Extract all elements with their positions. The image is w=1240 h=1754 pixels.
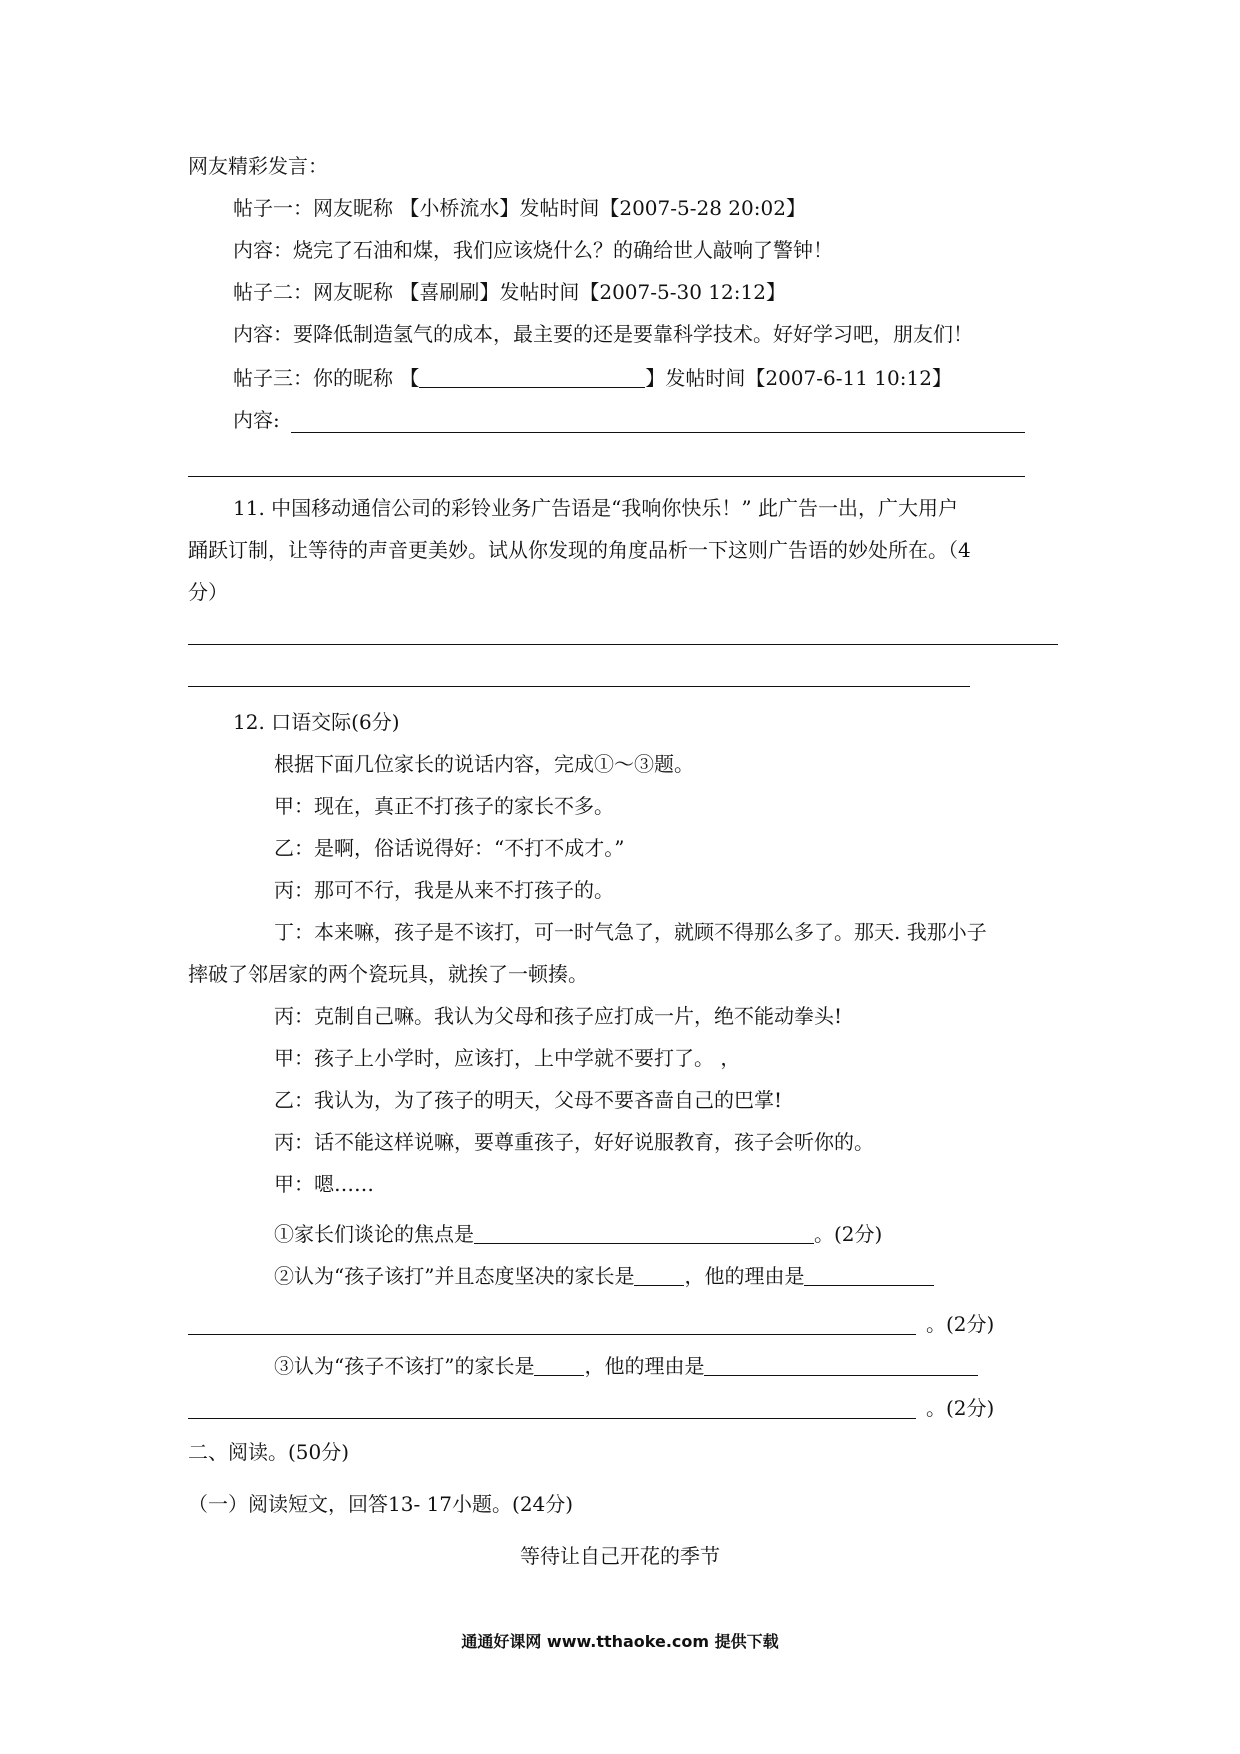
section2-heading: 二、阅读。(50分) [188, 1440, 350, 1464]
sub3-reason-blank[interactable] [704, 1355, 978, 1376]
dialog-line: 丙：话不能这样说嘛，要尊重孩子，好好说服教育，孩子会听你的。 [274, 1130, 874, 1154]
sub1-label: ①家长们谈论的焦点是 [274, 1222, 474, 1246]
q12-sub3 [274, 1354, 978, 1378]
q12-intro: 根据下面几位家长的说话内容，完成①～③题。 [274, 752, 694, 776]
post3-prefix: 帖子三：你的昵称 【 [233, 366, 420, 390]
q11-line2: 踊跃订制，让等待的声音更美妙。试从你发现的角度品析一下这则广告语的妙处所在。（4 [188, 538, 971, 562]
q12-title: 12. 口语交际(6分) [233, 710, 400, 734]
sub3-reason-line[interactable] [188, 1418, 916, 1419]
q11-answer-line-1[interactable] [188, 644, 1058, 645]
sub2-score: 。(2分) [926, 1312, 995, 1336]
post3-content-line-1[interactable] [291, 432, 1025, 433]
post3-content-line-2[interactable] [188, 476, 1025, 477]
footer-text: 通通好课网 www.tthaoke.com 提供下载 [461, 1632, 779, 1651]
dialog-line: 乙：是啊，俗话说得好：“不打不成才。” [274, 836, 625, 860]
post1-header: 帖子一：网友昵称 【小桥流水】发帖时间【2007-5-28 20:02】 [233, 196, 806, 220]
dialog-line: 甲：嗯…… [274, 1172, 374, 1196]
sub2-reason-blank[interactable] [804, 1265, 934, 1286]
q12-sub2 [274, 1264, 934, 1288]
post2-content: 内容：要降低制造氢气的成本，最主要的还是要靠科学技术。好好学习吧，朋友们！ [233, 322, 973, 346]
dialog-line: 丙：那可不行，我是从来不打孩子的。 [274, 878, 614, 902]
sub3-reason-label: ，他的理由是 [584, 1354, 705, 1378]
dialog-line: 乙：我认为，为了孩子的明天，父母不要吝啬自己的巴掌! [274, 1088, 783, 1112]
sub3-label: ③认为“孩子不该打”的家长是 [274, 1354, 535, 1378]
sub3-parent-blank[interactable] [534, 1355, 584, 1376]
dialog-line: 甲：现在，真正不打孩子的家长不多。 [274, 794, 614, 818]
q11-answer-line-2[interactable] [188, 686, 970, 687]
post1-content: 内容：烧完了石油和煤，我们应该烧什么？的确给世人敲响了警钟！ [233, 238, 833, 262]
post2-header: 帖子二：网友昵称 【喜刷刷】发帖时间【2007-5-30 12:12】 [233, 280, 786, 304]
dialog-line: 丁：本来嘛，孩子是不该打，可一时气急了，就顾不得那么多了。那天. 我那小子 [274, 920, 987, 944]
sub2-reason-line[interactable] [188, 1334, 916, 1335]
post3-header [233, 366, 952, 390]
sub3-score: 。(2分) [926, 1396, 995, 1420]
sub1-score: 。(2分) [814, 1222, 883, 1246]
nickname-blank[interactable] [419, 367, 645, 388]
sub2-label: ②认为“孩子该打”并且态度坚决的家长是 [274, 1264, 635, 1288]
dialog-line: 摔破了邻居家的两个瓷玩具，就挨了一顿揍。 [188, 962, 588, 986]
q12-sub1 [274, 1222, 882, 1246]
focus-blank[interactable] [474, 1223, 814, 1244]
section-intro: 网友精彩发言： [188, 154, 328, 178]
q11-line1: 11. 中国移动通信公司的彩铃业务广告语是“我响你快乐！” 此广告一出，广大用户 [233, 496, 958, 520]
article-title: 等待让自己开花的季节 [520, 1544, 720, 1568]
part1-heading: （一）阅读短文，回答13- 17小题。(24分) [188, 1492, 574, 1516]
sub2-reason-label: ，他的理由是 [684, 1264, 805, 1288]
post3-content-label: 内容: [233, 408, 280, 432]
q11-line3: 分） [188, 580, 228, 604]
post3-suffix: 】发帖时间【2007-6-11 10:12】 [645, 366, 952, 390]
dialog-line: 丙：克制自己嘛。我认为父母和孩子应打成一片，绝不能动拳头! [274, 1004, 843, 1028]
sub2-parent-blank[interactable] [634, 1265, 684, 1286]
dialog-line: 甲：孩子上小学时，应该打，上中学就不要打了。 ， [274, 1046, 741, 1070]
